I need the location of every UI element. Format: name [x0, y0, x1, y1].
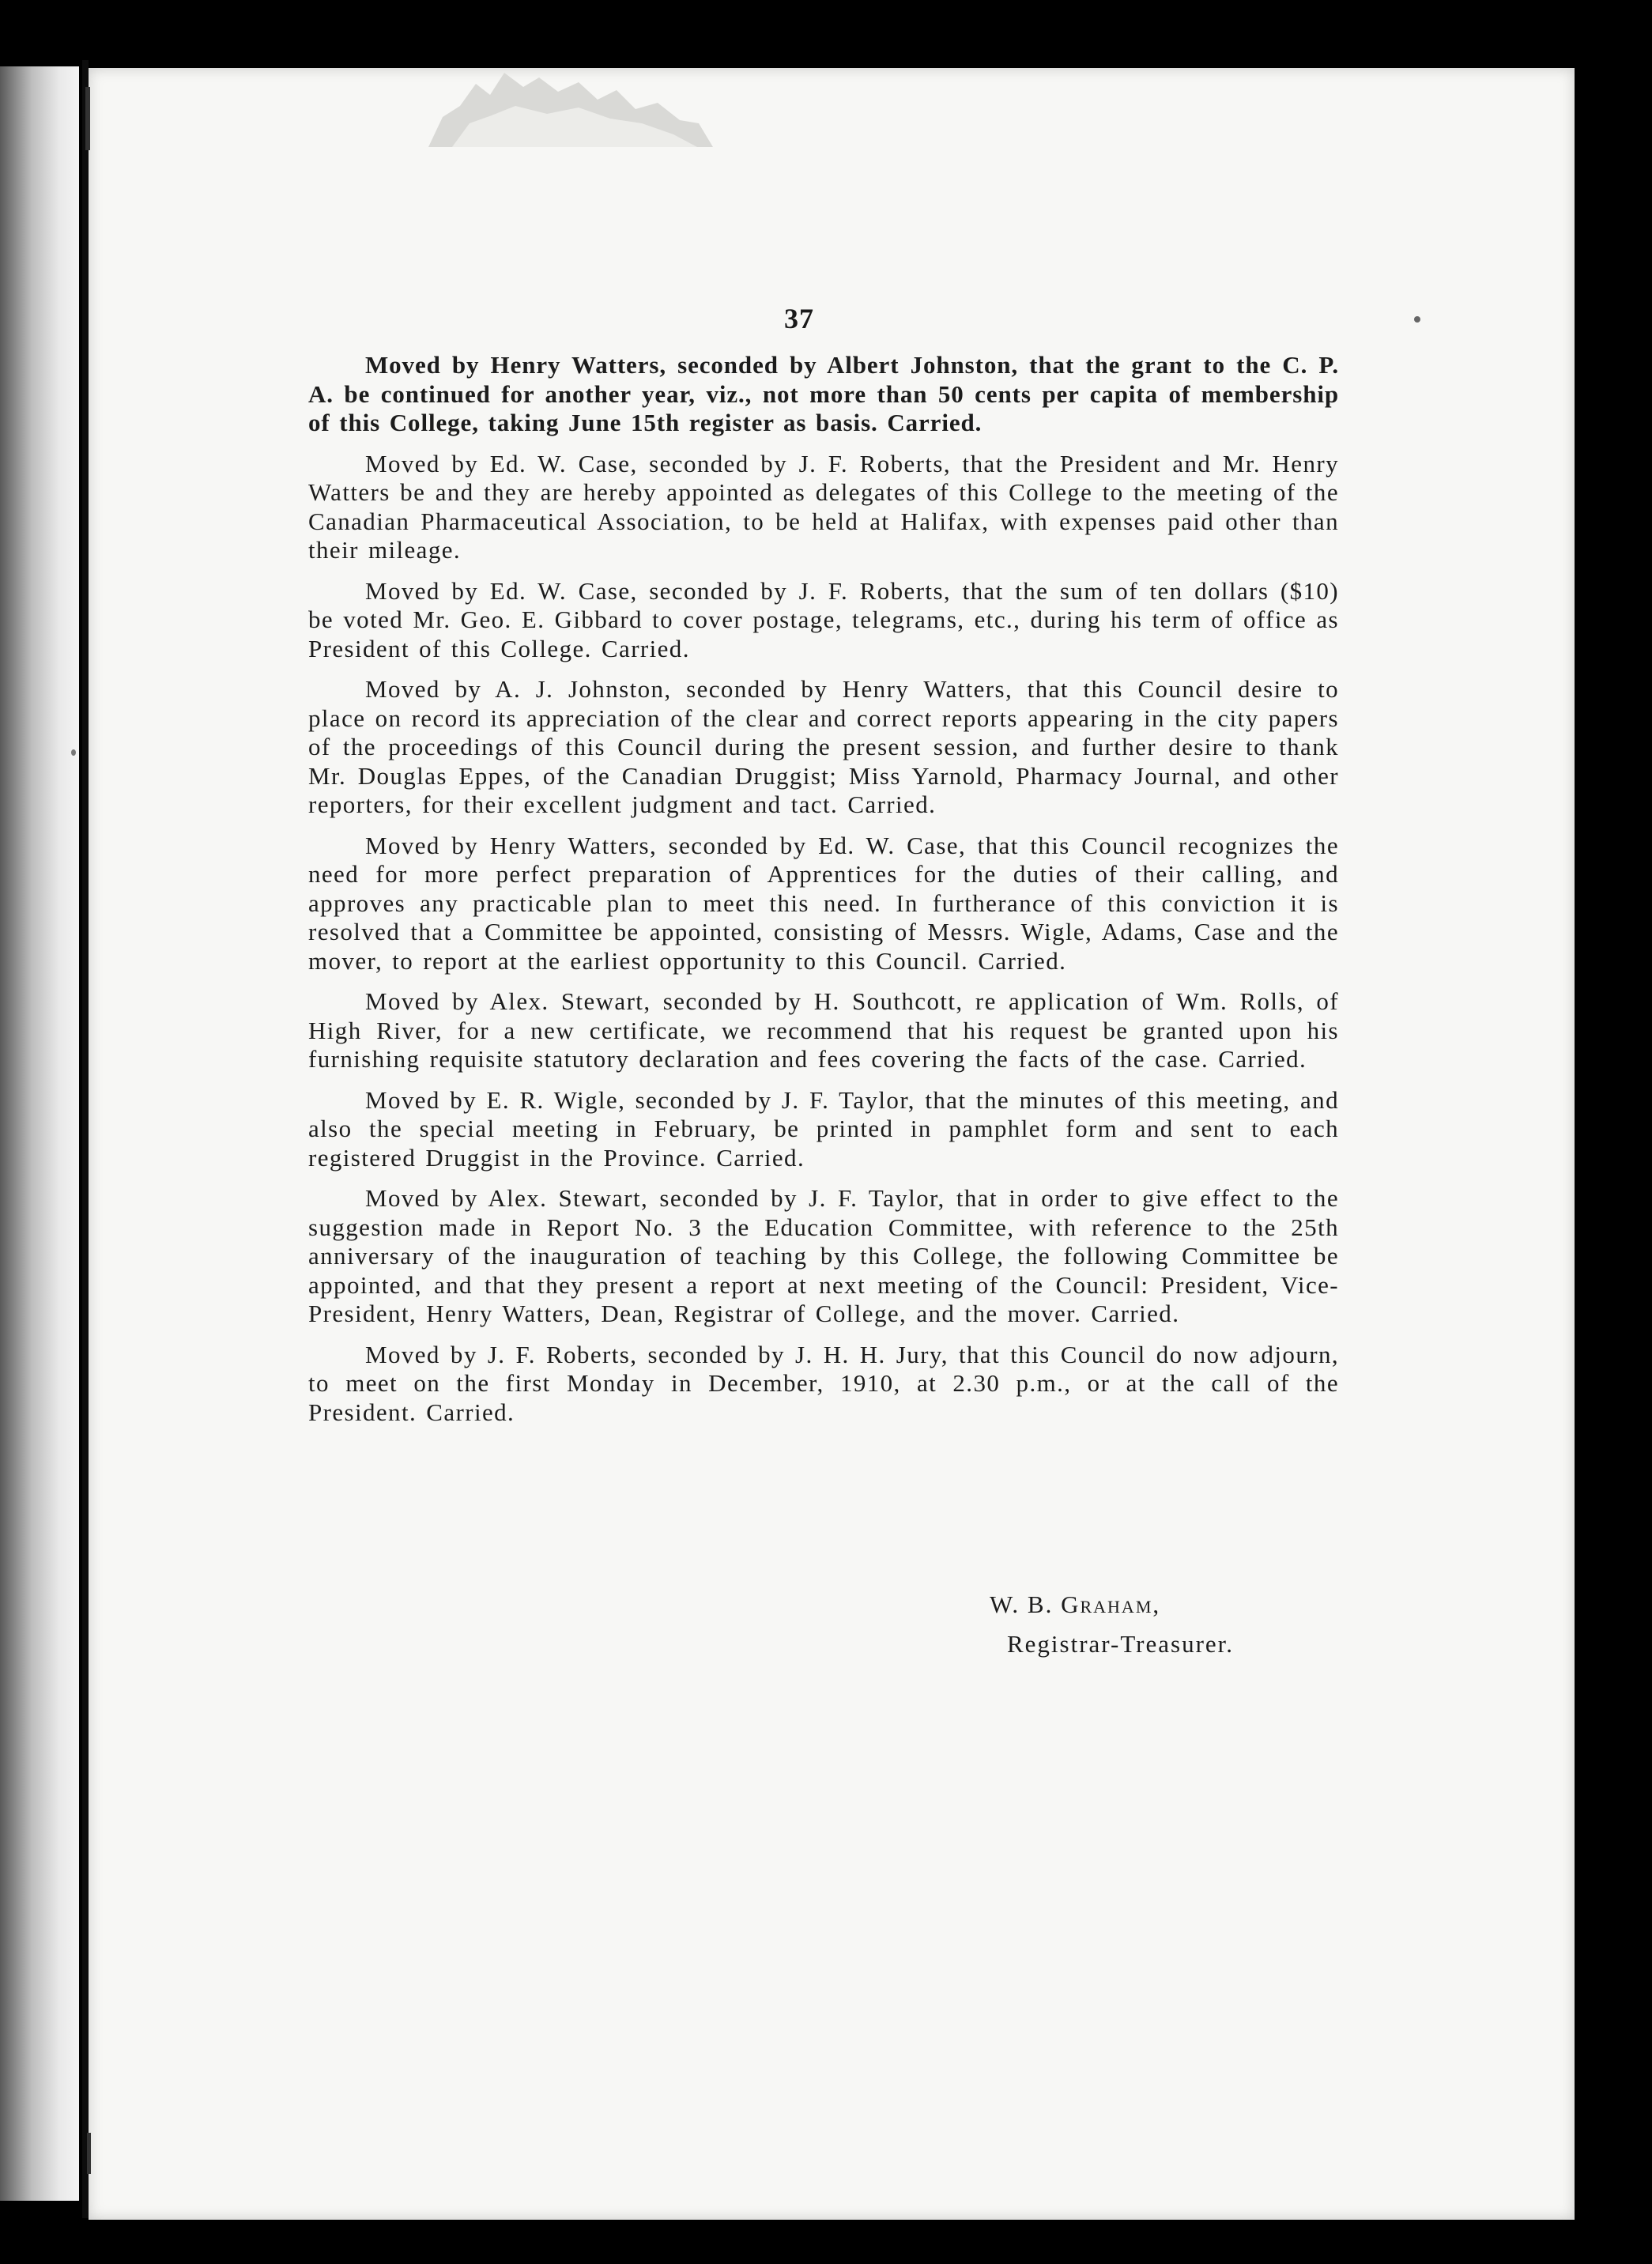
- margin-speck: [71, 749, 76, 756]
- minutes-text: [308, 351, 1339, 1439]
- signatory-name: W. B. Graham,: [990, 1590, 1161, 1618]
- motion-paragraph: Moved by A. J. Johnston, seconded by Henry Watters, that this Council desire to place on record its appreciation of the clear and correct reports appearing in the city papers of the proceedings of this Council during the present session, and further desire to thank Mr. Douglas Eppes, of the Canadian Druggist; Miss Yarnold, Pharmacy Journal, and other reporters, for their excellent judgment and tact. Carried.: [308, 675, 1339, 818]
- binding-mark: [87, 2133, 91, 2174]
- motion-paragraph: Moved by Ed. W. Case, seconded by J. F. Roberts, that the sum of ten dollars ($10) be voted Mr. Geo. E. Gibbard to cover postage, telegrams, etc., during his term of office as President of this College. Carried.: [308, 576, 1339, 662]
- document-page: [89, 68, 1575, 2220]
- motion-paragraph: Moved by Alex. Stewart, seconded by H. Southcott, re application of Wm. Rolls, of High River, for a new certificate, we recommend that his request be granted upon his furnishing requisite statutory declaration and fees covering the facts of the case. Carried.: [308, 987, 1339, 1073]
- motion-paragraph: Moved by J. F. Roberts, seconded by J. H. H. Jury, that this Council do now adjourn, to meet on the first Monday in December, 1910, at 2.30 p.m., or at the call of the President. Carried.: [308, 1340, 1339, 1426]
- page-gutter: [82, 60, 89, 2218]
- motion-paragraph: Moved by E. R. Wigle, seconded by J. F. Taylor, that the minutes of this meeting, and also the special meeting in February, be printed in pamphlet form and sent to each registered Druggist in the Province. Carried.: [308, 1085, 1339, 1172]
- margin-speck: [1414, 316, 1420, 323]
- motion-paragraph: Moved by Ed. W. Case, seconded by J. F. Roberts, that the President and Mr. Henry Watters be and they are hereby appointed as delegates of this College to the meeting of the Canadian Pharmaceutical Association, to be held at Halifax, with expenses paid other than their mileage.: [308, 449, 1339, 564]
- facing-page-edge: [0, 66, 79, 2201]
- torn-paper-fragment: [428, 68, 713, 147]
- motion-paragraph: Moved by Henry Watters, seconded by Ed. W. Case, that this Council recognizes the need for more perfect preparation of Apprentices for the duties of their calling, and approves any practicable plan to meet this need. In furtherance of this conviction it is resolved that a Committee be appointed, consisting of Messrs. Wigle, Adams, Case and the mover, to report at the earliest opportunity to this Council. Carried.: [308, 831, 1339, 975]
- motion-paragraph: Moved by Alex. Stewart, seconded by J. F. Taylor, that in order to give effect to the suggestion made in Report No. 3 the Education Committee, with reference to the 25th anniversary of the inauguration of teaching by this College, the following Committee be appointed, and that they present a report at next meeting of the Council: President, Vice-President, Henry Watters, Dean, Registrar of College, and the mover. Carried.: [308, 1184, 1339, 1327]
- signatory-title: Registrar-Treasurer.: [1007, 1630, 1235, 1658]
- signature-block: [975, 1585, 1234, 1664]
- page-number: 37: [784, 303, 814, 334]
- binding-mark: [85, 87, 90, 150]
- motion-paragraph: Moved by Henry Watters, seconded by Albert Johnston, that the grant to the C. P. A. be continued for another year, viz., not more than 50 cents per capita of membership of this College, taking June 15th register as basis. Carried.: [308, 351, 1339, 436]
